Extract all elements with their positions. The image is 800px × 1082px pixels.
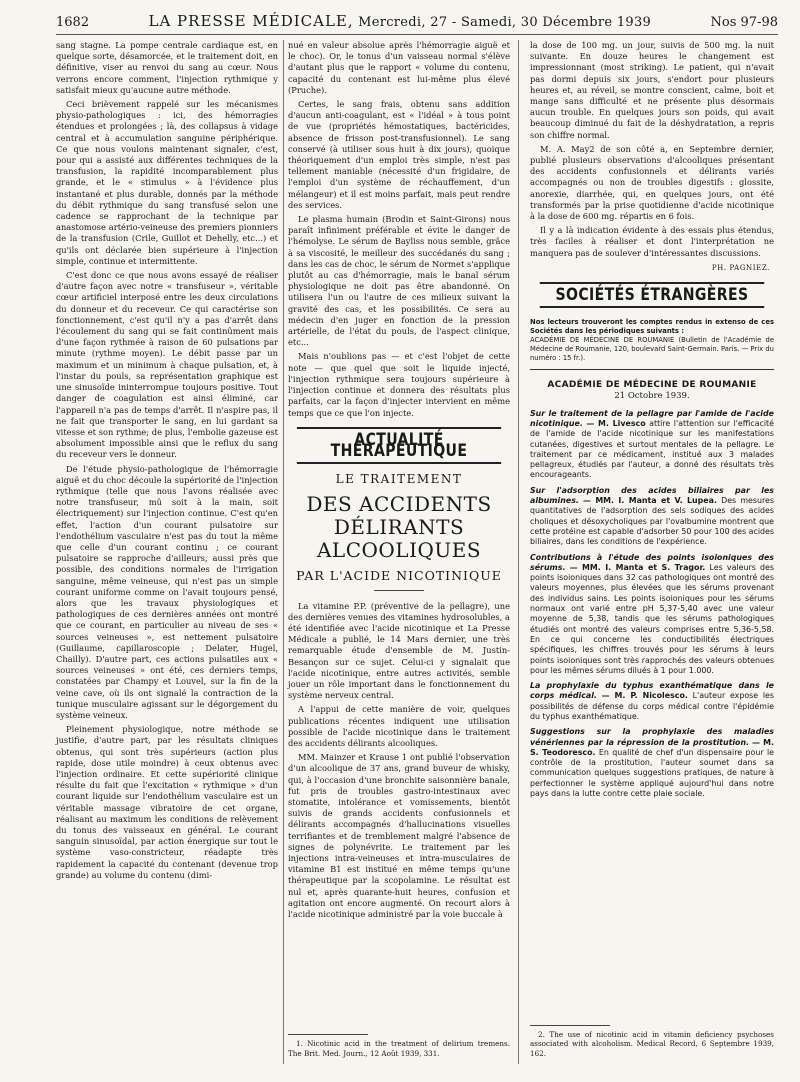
academy-date: 21 Octobre 1939.	[614, 391, 690, 402]
section-title-societes: SOCIÉTÉS ÉTRANGÈRES	[540, 282, 764, 308]
paragraph: M. A. May2 de son côté a, en Septembre dernier, publié plusieurs observations d'alcooliques présentant des accidents confusionnels et délirants variés accompagnés ou non de troubles digestifs : glossite, anorexie, diarrhée, qui, en quelques jours, ont été transformés par la prise quotidienne d'acide nicotinique à la dose de 600 mg. répartis en 6 fois.	[530, 143, 774, 222]
heading-divider	[374, 590, 424, 591]
column-1	[56, 40, 278, 884]
footnote-rule	[530, 1025, 610, 1026]
paragraph: Il y a là indication évidente à des essais plus étendus, très faciles à réaliser et dont l'interprétation ne manquera pas de soulever d'intéressantes discussions.	[530, 225, 774, 258]
paragraph: la dose de 100 mg. un jour, suivis de 500 mg. la nuit suivante. En douze heures le changement est impressionnant (most striking). Le patient, qui n'avait pas dormi depuis six jours, s'endort pour plusieurs heures et, au réveil, se montre conscient, calme, boit et mange sans difficulté et ne présente plus désormais aucun trouble. En quelques jours son poids, qui avait beaucoup diminué du fait de la déshydratation, a repris son chiffre normal.	[530, 40, 774, 140]
intro-note: Nos lecteurs trouveront les comptes rendus in extenso de ces Sociétés dans les périodiques suivants :	[530, 318, 774, 336]
entry-text: Les valeurs des points isoioniques dans 32 cas pathologiques ont montré des valeurs moyennes, plus élevées que les sérums provenant des individus sains. Les points isoioniques pour les sérums normaux ont varié entre pH 5,37-5,40 avec une valeur moyenne de 5,38, tandis que les sérums pathologiques étudiés ont montré des valeurs comprises entre 5,36-5,58. En ce qui concerne les conductibilités électriques spécifiques, les chiffres trouvés pour les sérums à leurs points isoioniques sont très rapprochés des valeurs obtenues pour les mêmes sérums dilués à 1 pour 1.000.	[530, 562, 774, 675]
entry-author: — M. S. Teodoresco.	[530, 737, 774, 757]
intro-periodical: ACADÉMIE DE MÉDECINE DE ROUMANIE (Bulletin de l'Académie de Médecine de Roumanie, 120, boulevard Saint-Germain. Paris. — Prix du numéro : 15 fr.).	[530, 336, 774, 363]
article-heading	[288, 474, 510, 590]
paragraph: C'est donc ce que nous avons essayé de réaliser d'autre façon avec notre « transfuseur », véritable cœur artificiel interposé entre les deux circulations du donneur et du receveur. Ce qui caractérise son fonctionnement, c'est qu'il n'y a pas d'arrêt dans l'écoulement du sang qui se fait continûment mais d'une façon rythmée à raison de 60 pulsations par minute (rythme moyen). Le débit passe par un maximum et un minimum à chaque pulsation, et, à l'instar du pouls, sa représentation graphique est une sinusoïde ininterrompue toujours positive. Tout danger de coagulation est ainsi éliminé, car l'appareil n'a pas de temps d'arrêt. Il n'aspire pas, il ne fait que transporter le sang, en lui gardant sa vitesse et son rythme; de plus, l'embolie gazeuse est absolument impossible ainsi que le reflux du sang du receveur vers le donneur.	[56, 270, 278, 460]
entry-title: Sur l'adsorption des acides biliaires par les albumines.	[530, 485, 774, 506]
footnote-1: 1. Nicotinic acid in the treatment of delirium tremens. The Brit. Med. Journ., 12 Août 1939, 331.	[288, 1039, 510, 1058]
section-title-therapeutique: ACTUALITÉ THÉRAPEUTIQUE	[297, 427, 501, 464]
entry-text: attire l'attention sur l'efficacité de l'amide de l'acide nicotinique sur les manifestations cutanées, digestives et surtout mentales de la pellagre. Le traitement par ce médicament, institué aux 3 malades pellagreux, étudiés par l'auteur, a donné des résultats très encourageants.	[530, 418, 775, 480]
report-entry	[530, 409, 774, 481]
article-title-line-2: ALCOOLIQUES	[316, 538, 482, 563]
column-3	[530, 40, 774, 1064]
entry-text: En qualité de chef d'un dispensaire pour le contrôle de la prostitution, l'auteur soumet dans sa communication quelques suggestions pratiques, de nature à perfectionner le système appliqué aujourd'hui dans notre pays dans la lutte contre cette plaie sociale.	[530, 747, 774, 799]
column-2	[288, 40, 510, 1064]
paragraph: De l'étude physio-pathologique de l'hémorragie aiguë et du choc découle la supériorité de l'injection rythmique (telle que nous l'avons réalisée avec notre transfuseur, mû soit à la main, soit électriquement) sur l'injection continue. C'est qu'en effet, l'action d'un courant pulsatoire sur l'endothélium vasculaire n'est pas du tout la même que celle d'un courant continu ; ce courant pulsatoire se rapproche d'ailleurs, aussi près que possible, des conditions normales de l'irrigation sanguine, même veineuse, qui n'est pas un simple courant uniforme comme on l'avait toujours pensé, alors que les travaux physiologiques et pathologiques de ces dernières années ont montré que ce courant, en particulier au niveau de ses « sources veineuses », est nettement pulsatoire (Guillaume, capillaroscopie ; Delater, Hugel, Chailly). D'autre part, ces actions pulsatiles aux « sources veineuses » ont été, ces derniers temps, constatées par Champy et Louvel, sur la fin de la veine cave, où ils ont signalé la contraction de la tunique musculaire agissant sur le dégorgement du système veineux.	[56, 463, 278, 720]
entry-title: Contributions à l'étude des points isoioniques des sérums.	[530, 552, 774, 572]
issue-number: Nos 97-98	[710, 15, 778, 30]
entry-author: — MM. I. Manta et S. Tragor.	[569, 562, 706, 572]
entry-text: L'auteur expose les possibilités de défense du corps médical contre l'épidémie du typhus exanthématique.	[530, 691, 775, 721]
entry-author: — M. Livesco	[586, 418, 646, 428]
report-entry	[530, 681, 774, 722]
entry-author: — M. P. Nicolesco.	[601, 691, 688, 701]
entry-text: Des mesures quantitatives de l'adsorption des sels sodiques des acides choliques et désoxycholiques par l'ovalbumine montrent que cette protéine est capable d'adsorber 50 pour 100 des acides biliaires, dans les conditions de l'expérience.	[530, 496, 775, 547]
article-kicker: LE TRAITEMENT	[335, 472, 463, 487]
footnote-block	[530, 1017, 774, 1059]
footnote-rule	[288, 1034, 368, 1035]
column-rule	[518, 40, 519, 1064]
paragraph: Mais n'oublions pas — et c'est l'objet de cette note — que quel que soit le liquide injecté, l'injection rythmique sera toujours supérieure à l'injection continue et donnera des résultats plus parfaits, car la façon d'injecter intervient en même temps que ce que l'on injecte.	[288, 351, 510, 418]
article-subtitle: PAR L'ACIDE NICOTINIQUE	[296, 568, 502, 584]
paragraph: Le plasma humain (Brodin et Saint-Girons) nous paraît infiniment préférable et évite le danger de l'hémolyse. Le sérum de Bayliss nous semble, grâce à sa viscosité, le meilleur des succédanés du sang ; dans les cas de choc, le sérum de Normet s'applique plutôt au cas d'hémorragie, mais le banal sérum physiologique ne doit pas être abandonné. On utilisera l'un ou l'autre de ces milieux suivant la gravité des cas, et les possibilités. Ce sera au médecin d'en juger en fonction de la pression artérielle, de l'état du pouls, de l'aspect clinique, etc...	[288, 214, 510, 348]
report-entry	[530, 553, 774, 677]
author-signature: PH. PAGNIEZ.	[711, 263, 770, 272]
paragraph: Ceci brièvement rappelé sur les mécanismes physio-pathologiques : ici, des hémorragies étendues et prolongées ; là, des collapsus à vidage central et à accumulation sanguine périphérique. Ce que nous voulons maintenant signaler, c'est, pour qui a assisté aux différentes techniques de la transfusion, la rapidité incomparablement plus grande, et le « stimulus » à l'évidence plus instantané et plus durable, donnés par la méthode du débit rythmique du sang transfusé selon une cadence se rapprochant de la technique par anastomose artério-veineuse des premiers pionniers de la transfusion (Crile, Guillot et Dehelly, etc...) et qu'ils ont déclarée bien supérieure à l'injection simple, continue et intermittente.	[56, 99, 278, 266]
paragraph: A l'appui de cette manière de voir, quelques publications récentes indiquent une utilisation possible de l'acide nicotinique dans le traitement des accidents délirants alcooliques.	[288, 704, 510, 748]
journal-name: LA PRESSE MÉDICALE,	[148, 12, 354, 30]
divider	[530, 369, 774, 370]
article-title-line-1: DES ACCIDENTS DÉLIRANTS	[306, 492, 492, 540]
entry-title: Suggestions sur la prophylaxie des maladies vénériennes par la répression de la prostitution.	[530, 727, 774, 747]
academy-heading: ACADÉMIE DE MÉDECINE DE ROUMANIE	[547, 380, 757, 391]
paragraph: nué en valeur absolue après l'hémorragie aiguë et le choc). Or, le tonus d'un vaisseau normal s'élève d'autant plus que le rapport « volume du contenu, capacité du contenant est lui-même plus élevé (Pruche).	[288, 40, 510, 95]
column-rule	[283, 40, 284, 1064]
report-entry	[530, 727, 774, 799]
footnote-block	[288, 1026, 510, 1058]
entry-title: Sur le traitement de la pellagre par l'amide de l'acide nicotinique.	[530, 408, 774, 428]
section-intro	[530, 318, 774, 363]
entry-author: — MM. I. Manta et V. Lupea.	[583, 496, 717, 506]
page-number: 1682	[56, 15, 90, 30]
paragraph: La vitamine P.P. (préventive de la pellagre), une des dernières venues des vitamines hydrosolubles, a été identifiée avec l'acide nicotinique et La Presse Médicale a publié, le 14 Mars dernier, une très remarquable étude d'ensemble de M. Justin-Besançon sur ce sujet. Celui-ci y signalait que l'acide nicotinique, entre autres activités, semble jouer un rôle important dans le fonctionnement du système nerveux central.	[288, 600, 510, 701]
entry-title: La prophylaxie du typhus exanthématique dans le corps médical.	[530, 681, 774, 701]
report-entry	[530, 486, 774, 548]
page-header	[56, 12, 778, 35]
footnote-2: 2. The use of nicotinic acid in vitamin deficiency psychoses associated with alcoholism. Medical Record, 6 Septembre 1939, 162.	[530, 1029, 774, 1058]
paragraph: Pleinement physiologique, notre méthode se justifie, d'autre part, par les résultats cliniques obtenus, qui sont très supérieurs (action plus rapide, dose utile moindre) à ceux obtenus avec l'injection ordinaire. Et cette supériorité clinique résulte du fait que l'excitation « rythmique » d'un courant liquide sur l'endothélium vasculaire est un véritable massage vibratoire de cet organe, réalisant au maximum les conditions de relèvement du tonus des vaisseaux en général. Le courant sanguin sinusoïdal, par action énergique sur tout le système vaso-constricteur, réadapte très rapidement la capacité du contenant (devenue trop grande) au volume du contenu (dimi-	[56, 724, 278, 880]
paragraph: MM. Mainzer et Krause 1 ont publié l'observation d'un alcoolique de 37 ans, grand buveur de whisky, qui, à l'occasion d'une bronchite saisonnière banale, fut pris de troubles gastro-intestinaux avec stomatite, intolérance et vomissements, bientôt suivis de grands accidents confusionnels et délirants accompagnés d'hallucinations visuelles terrifiantes et de tremblement malgré l'absence de signes de polynévrite. Le traitement par les injections intra-veineuses et intra-musculaires de vitamine B1 est institué en même temps qu'une thérapeutique par la scopolamine. Le résultat est nul et, après quarante-huit heures, confusion et agitation ont encore augmenté. On recourt alors à l'acide nicotinique administré par la voie buccale à	[288, 752, 510, 919]
issue-date: Mercredi, 27 - Samedi, 30 Décembre 1939	[358, 15, 652, 30]
paragraph: sang stagne. La pompe centrale cardiaque est, en quelque sorte, désamorcée, et le traitement doit, en définitive, viser au renvoi du sang au cœur. Nous verrons encore comment, l'injection rythmique y satisfait mieux qu'aucune autre méthode.	[56, 40, 278, 95]
journal-line	[149, 12, 652, 30]
paragraph: Certes, le sang frais, obtenu sans addition d'aucun anti-coagulant, est « l'idéal » à tous point de vue (propriétés hémostatiques, bactéricides, absence de frisson post-transfusionnel). Le sang conservé (à utiliser sous huit à dix jours), quoique théoriquement d'un emploi très simple, n'est pas tellement maniable (nécessité d'un frigidaire, de l'emploi d'un système de réchauffement, d'un mélangeur) et il est moins parfait, mais peut rendre des services.	[288, 99, 510, 210]
